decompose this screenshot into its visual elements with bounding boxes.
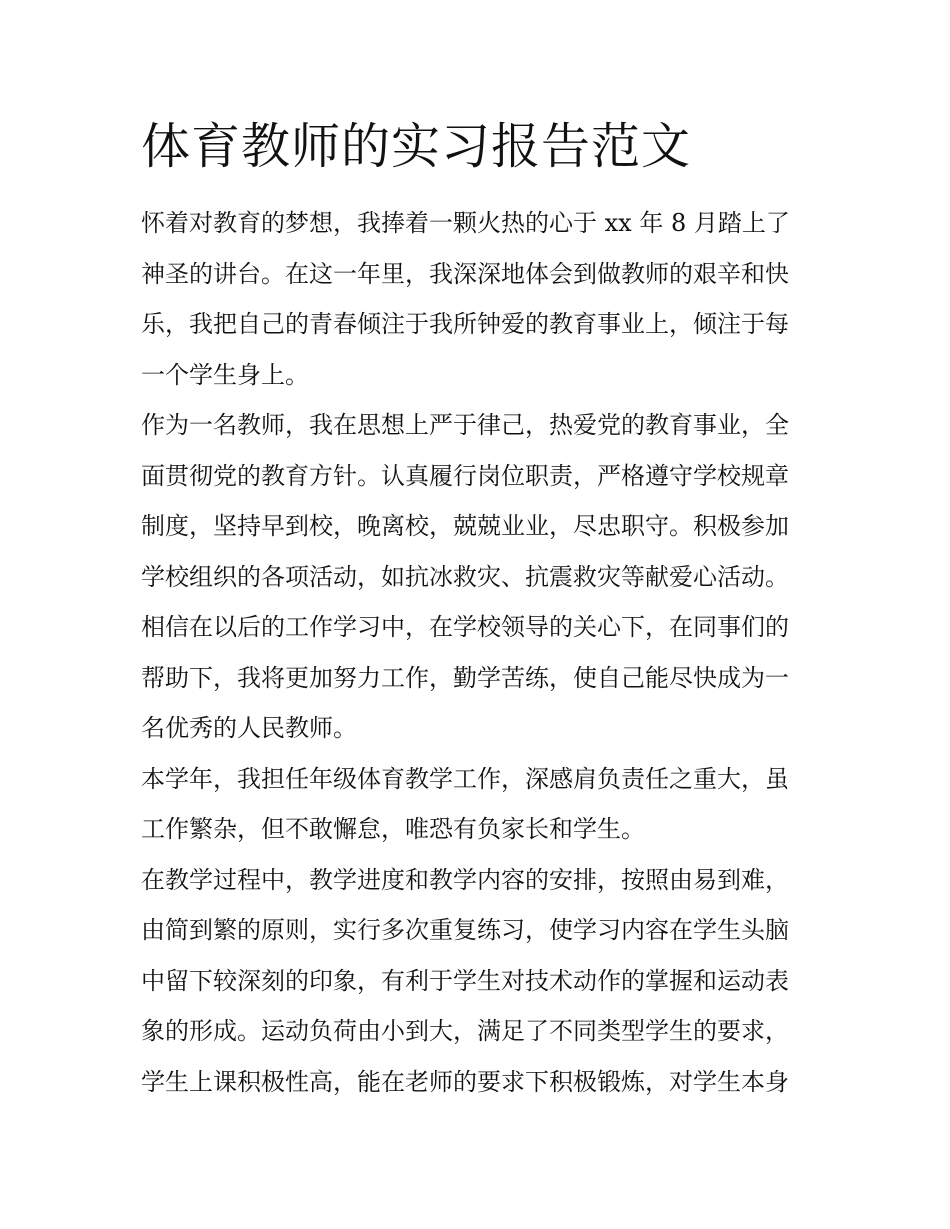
paragraph-line: 神圣的讲台。在这一年里，我深深地体会到做教师的艰辛和快	[141, 259, 789, 288]
paragraph-line: 制度，坚持早到校，晚离校，兢兢业业，尽忠职守。积极参加	[141, 512, 789, 540]
paragraph-line: 中留下较深刻的印象，有利于学生对技术动作的掌握和运动表	[141, 966, 789, 995]
paragraph-line: 学生上课积极性高，能在老师的要求下积极锻炼，对学生本身	[141, 1067, 789, 1096]
paragraph-1	[141, 198, 813, 400]
paragraph-4	[141, 855, 813, 1108]
paragraph-line: 由简到繁的原则，实行多次重复练习，使学习内容在学生头脑	[141, 916, 789, 944]
document-body	[141, 112, 813, 1107]
paragraph-line: 一个学生身上。	[141, 360, 309, 389]
paragraph-3	[141, 754, 813, 855]
paragraph-line: 在教学过程中，教学进度和教学内容的安排，按照由易到难，	[141, 865, 789, 894]
paragraph-line: 怀着对教育的梦想，我捧着一颗火热的心于 xx 年 8 月踏上了	[141, 209, 790, 237]
paragraph-line: 象的形成。运动负荷由小到大，满足了不同类型学生的要求，	[141, 1017, 789, 1045]
paragraph-2	[141, 400, 813, 754]
paragraph-line: 帮助下，我将更加努力工作，勤学苦练，使自己能尽快成为一	[141, 663, 789, 692]
paragraph-line: 本学年，我担任年级体育教学工作，深感肩负责任之重大，虽	[141, 764, 789, 793]
paragraph-line: 工作繁杂，但不敢懈怠，唯恐有负家长和学生。	[141, 815, 645, 843]
paragraph-line: 名优秀的人民教师。	[141, 714, 357, 742]
paragraph-line: 相信在以后的工作学习中，在学校领导的关心下，在同事们的	[141, 613, 789, 641]
document-title: 体育教师的实习报告范文	[141, 118, 692, 175]
paragraph-line: 乐，我把自己的青春倾注于我所钟爱的教育事业上，倾注于每	[141, 310, 789, 338]
paragraph-line: 作为一名教师，我在思想上严于律己，热爱党的教育事业，全	[141, 411, 789, 439]
paragraph-line: 面贯彻党的教育方针。认真履行岗位职责，严格遵守学校规章	[141, 461, 789, 490]
paragraph-line: 学校组织的各项活动，如抗冰救灾、抗震救灾等献爱心活动。	[141, 562, 789, 591]
